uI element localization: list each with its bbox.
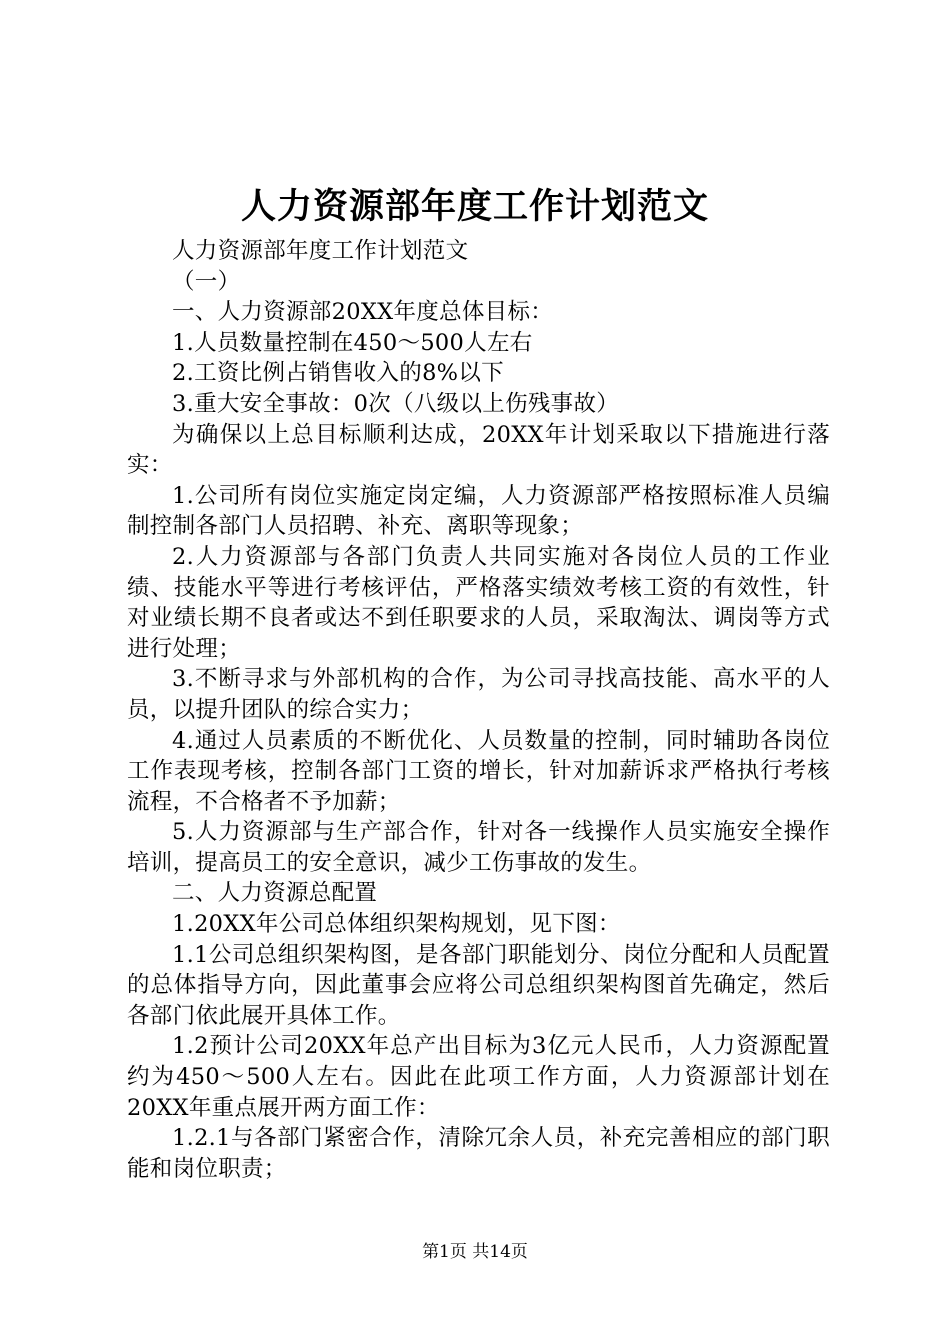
paragraph-section-number: （一） [172, 268, 241, 295]
paragraph-heading-1: 一、人力资源部20XX年度总体目标： [172, 299, 554, 326]
paragraph-item-1: 1.20XX年公司总体组织架构规划，见下图： [172, 911, 621, 938]
paragraph-goal-3: 3.重大安全事故：0次（八级以上伤残事故） [172, 390, 620, 417]
paragraph-measure-5: 5.人力资源部与生产部合作，针对各一线操作人员实施安全操作培训，提高员工的安全意识，减少工伤事故的发生。 [127, 819, 830, 876]
paragraph-measure-1: 1.公司所有岗位实施定岗定编，人力资源部严格按照标准人员编制控制各部门人员招聘、补充、离职等现象； [127, 482, 830, 540]
paragraph-item-1-2-1: 1.2.1与各部门紧密合作，清除冗余人员，补充完善相应的部门职能和岗位职责； [127, 1125, 830, 1182]
paragraph-measure-2: 2.人力资源部与各部门负责人共同实施对各岗位人员的工作业绩、技能水平等进行考核评估，严格落实绩效考核工资的有效性，针对业绩长期不良者或达不到任职要求的人员，采取淘汰、调岗等方式进行处理； [127, 543, 830, 662]
document-title: 人力资源部年度工作计划范文 [240, 186, 709, 227]
paragraph-measure-4: 4.通过人员素质的不断优化、人员数量的控制，同时辅助各岗位工作表现考核，控制各部门工资的增长，针对加薪诉求严格执行考核流程，不合格者不予加薪； [127, 727, 830, 815]
paragraph-measures-intro: 为确保以上总目标顺利达成，20XX年计划采取以下措施进行落实： [127, 421, 830, 479]
document-body [127, 236, 830, 1184]
page-footer: 第1页 共14页 [422, 1242, 528, 1262]
paragraph-goal-2: 2.工资比例占销售收入的8%以下 [172, 360, 504, 387]
paragraph-goal-1: 1.人员数量控制在450～500人左右 [172, 329, 533, 356]
paragraph-measure-3: 3.不断寻求与外部机构的合作，为公司寻找高技能、高水平的人员，以提升团队的综合实力； [127, 666, 830, 723]
paragraph-item-1-2: 1.2预计公司20XX年总产出目标为3亿元人民币，人力资源配置约为450～500人左右。因此在此项工作方面，人力资源部计划在20XX年重点展开两方面工作： [127, 1033, 830, 1121]
paragraph-subtitle: 人力资源部年度工作计划范文 [172, 238, 469, 264]
paragraph-heading-2: 二、人力资源总配置 [172, 880, 378, 907]
paragraph-item-1-1: 1.1公司总组织架构图，是各部门职能划分、岗位分配和人员配置的总体指导方向，因此董事会应将公司总组织架构图首先确定，然后各部门依此展开具体工作。 [127, 941, 830, 1029]
